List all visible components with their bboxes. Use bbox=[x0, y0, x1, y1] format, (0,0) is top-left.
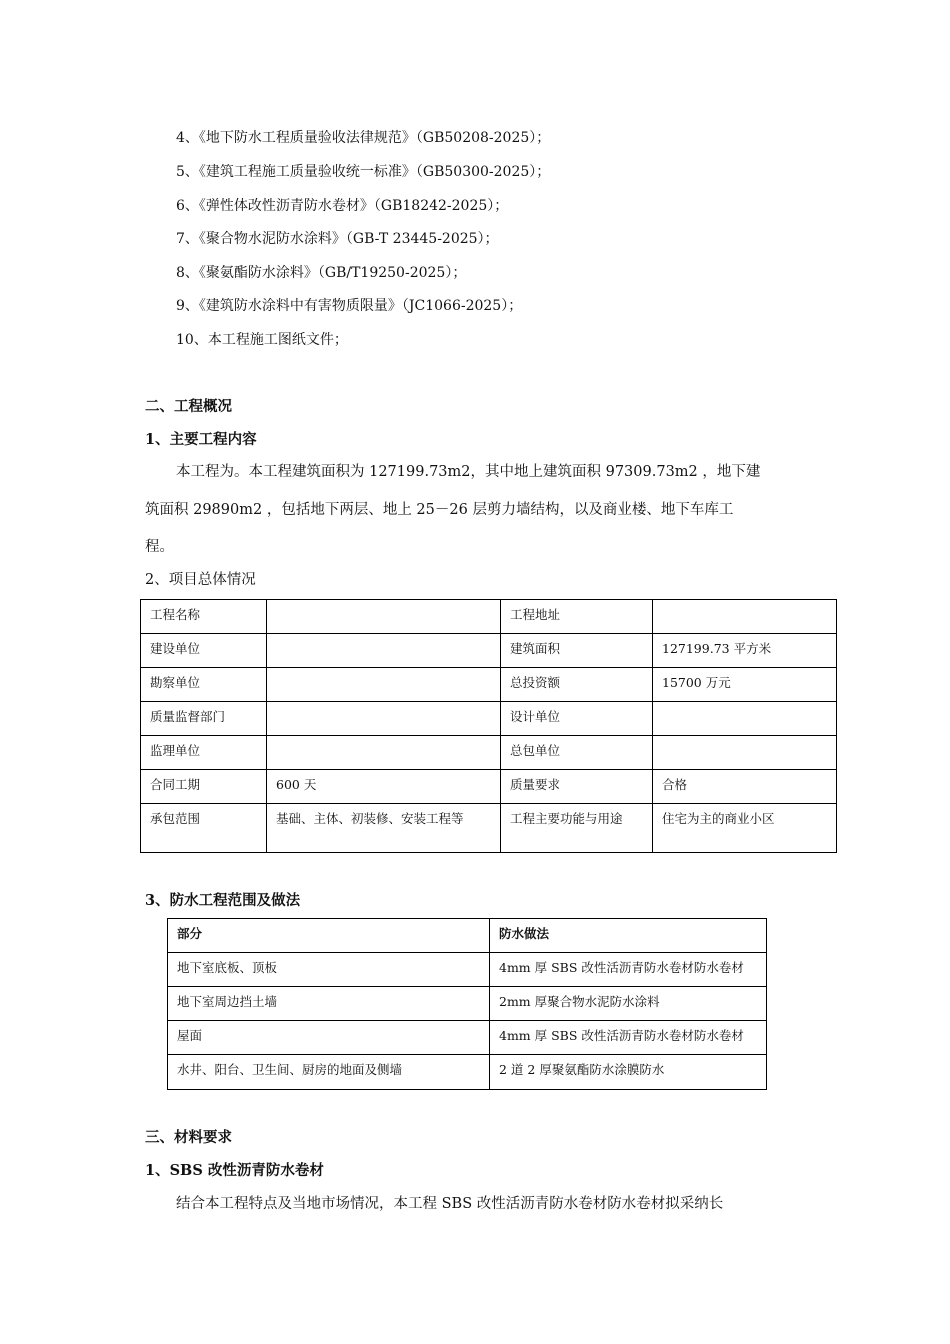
table-cell: 屋面 bbox=[168, 1021, 490, 1055]
table-cell: 质量要求 bbox=[501, 770, 653, 804]
reference-item: 6、《弹性体改性沥青防水卷材》（GB18242-2025）； bbox=[176, 198, 509, 214]
table-row bbox=[141, 804, 837, 853]
table-header-cell: 部分 bbox=[168, 919, 490, 953]
table-row bbox=[168, 987, 767, 1021]
table-cell: 设计单位 bbox=[501, 702, 653, 736]
table-cell: 监理单位 bbox=[141, 736, 267, 770]
table-cell: 4mm 厚 SBS 改性活沥青防水卷材防水卷材 bbox=[490, 953, 767, 987]
table-cell: 工程名称 bbox=[141, 600, 267, 634]
subheading-project-overview: 2、项目总体情况 bbox=[145, 572, 256, 588]
paragraph-line: 结合本工程特点及当地市场情况，本工程 SBS 改性活沥青防水卷材防水卷材拟采纳长 bbox=[176, 1196, 724, 1212]
table-cell bbox=[653, 600, 837, 634]
table-row bbox=[168, 1055, 767, 1090]
table-row bbox=[168, 1021, 767, 1055]
waterproofing-table bbox=[167, 918, 767, 1090]
table-cell: 地下室周边挡土墙 bbox=[168, 987, 490, 1021]
section-heading-materials: 三、材料要求 bbox=[145, 1129, 232, 1146]
table-row bbox=[168, 953, 767, 987]
project-overview-table bbox=[140, 599, 837, 853]
subheading-main-content: 1、主要工程内容 bbox=[145, 431, 257, 448]
table-cell: 承包范围 bbox=[141, 804, 267, 853]
table-cell bbox=[653, 736, 837, 770]
subheading-sbs-membrane: 1、SBS 改性沥青防水卷材 bbox=[145, 1162, 324, 1179]
table-cell: 合同工期 bbox=[141, 770, 267, 804]
table-cell: 勘察单位 bbox=[141, 668, 267, 702]
section-heading-overview: 二、工程概况 bbox=[145, 398, 232, 415]
table-row bbox=[141, 736, 837, 770]
table-cell: 住宅为主的商业小区 bbox=[653, 804, 837, 853]
table-row bbox=[141, 770, 837, 804]
table-header-row bbox=[168, 919, 767, 953]
reference-item: 4、《地下防水工程质量验收法律规范》（GB50208-2025）； bbox=[176, 130, 551, 146]
paragraph-line: 筑面积 29890m2 ，包括地下两层、地上 25－26 层剪力墙结构，以及商业楼、地下车库工 bbox=[145, 502, 734, 518]
table-cell: 合格 bbox=[653, 770, 837, 804]
table-cell: 600 天 bbox=[267, 770, 501, 804]
table-cell bbox=[267, 668, 501, 702]
reference-item: 9、《建筑防水涂料中有害物质限量》（JC1066-2025）； bbox=[176, 298, 523, 314]
table-cell: 2 道 2 厚聚氨酯防水涂膜防水 bbox=[490, 1055, 767, 1090]
table-row bbox=[141, 702, 837, 736]
table-cell: 2mm 厚聚合物水泥防水涂料 bbox=[490, 987, 767, 1021]
table-cell bbox=[653, 702, 837, 736]
table-cell: 总包单位 bbox=[501, 736, 653, 770]
table-cell bbox=[267, 634, 501, 668]
table-header-cell: 防水做法 bbox=[490, 919, 767, 953]
table-cell: 127199.73 平方米 bbox=[653, 634, 837, 668]
table-cell: 15700 万元 bbox=[653, 668, 837, 702]
table-cell: 基础、主体、初装修、安装工程等 bbox=[267, 804, 501, 853]
table-cell: 工程地址 bbox=[501, 600, 653, 634]
table-cell: 4mm 厚 SBS 改性活沥青防水卷材防水卷材 bbox=[490, 1021, 767, 1055]
subheading-waterproof-scope: 3、防水工程范围及做法 bbox=[145, 892, 301, 909]
reference-item: 8、《聚氨酯防水涂料》（GB/T19250-2025）； bbox=[176, 265, 467, 281]
reference-item: 5、《建筑工程施工质量验收统一标准》（GB50300-2025）； bbox=[176, 164, 551, 180]
table-cell bbox=[267, 702, 501, 736]
table-row bbox=[141, 600, 837, 634]
paragraph-line: 本工程为。本工程建筑面积为 127199.73m2，其中地上建筑面积 97309.73m2 ，地下建 bbox=[176, 464, 761, 480]
table-row bbox=[141, 634, 837, 668]
table-cell: 建筑面积 bbox=[501, 634, 653, 668]
reference-item: 10、本工程施工图纸文件； bbox=[176, 332, 348, 348]
table-row bbox=[141, 668, 837, 702]
table-cell: 总投资额 bbox=[501, 668, 653, 702]
table-cell: 地下室底板、顶板 bbox=[168, 953, 490, 987]
table-cell: 建设单位 bbox=[141, 634, 267, 668]
table-cell: 工程主要功能与用途 bbox=[501, 804, 653, 853]
table-cell bbox=[267, 600, 501, 634]
table-cell: 水井、阳台、卫生间、厨房的地面及侧墙 bbox=[168, 1055, 490, 1090]
reference-item: 7、《聚合物水泥防水涂料》（GB-T 23445-2025）； bbox=[176, 231, 499, 247]
table-cell bbox=[267, 736, 501, 770]
paragraph-line: 程。 bbox=[145, 539, 174, 555]
table-cell: 质量监督部门 bbox=[141, 702, 267, 736]
